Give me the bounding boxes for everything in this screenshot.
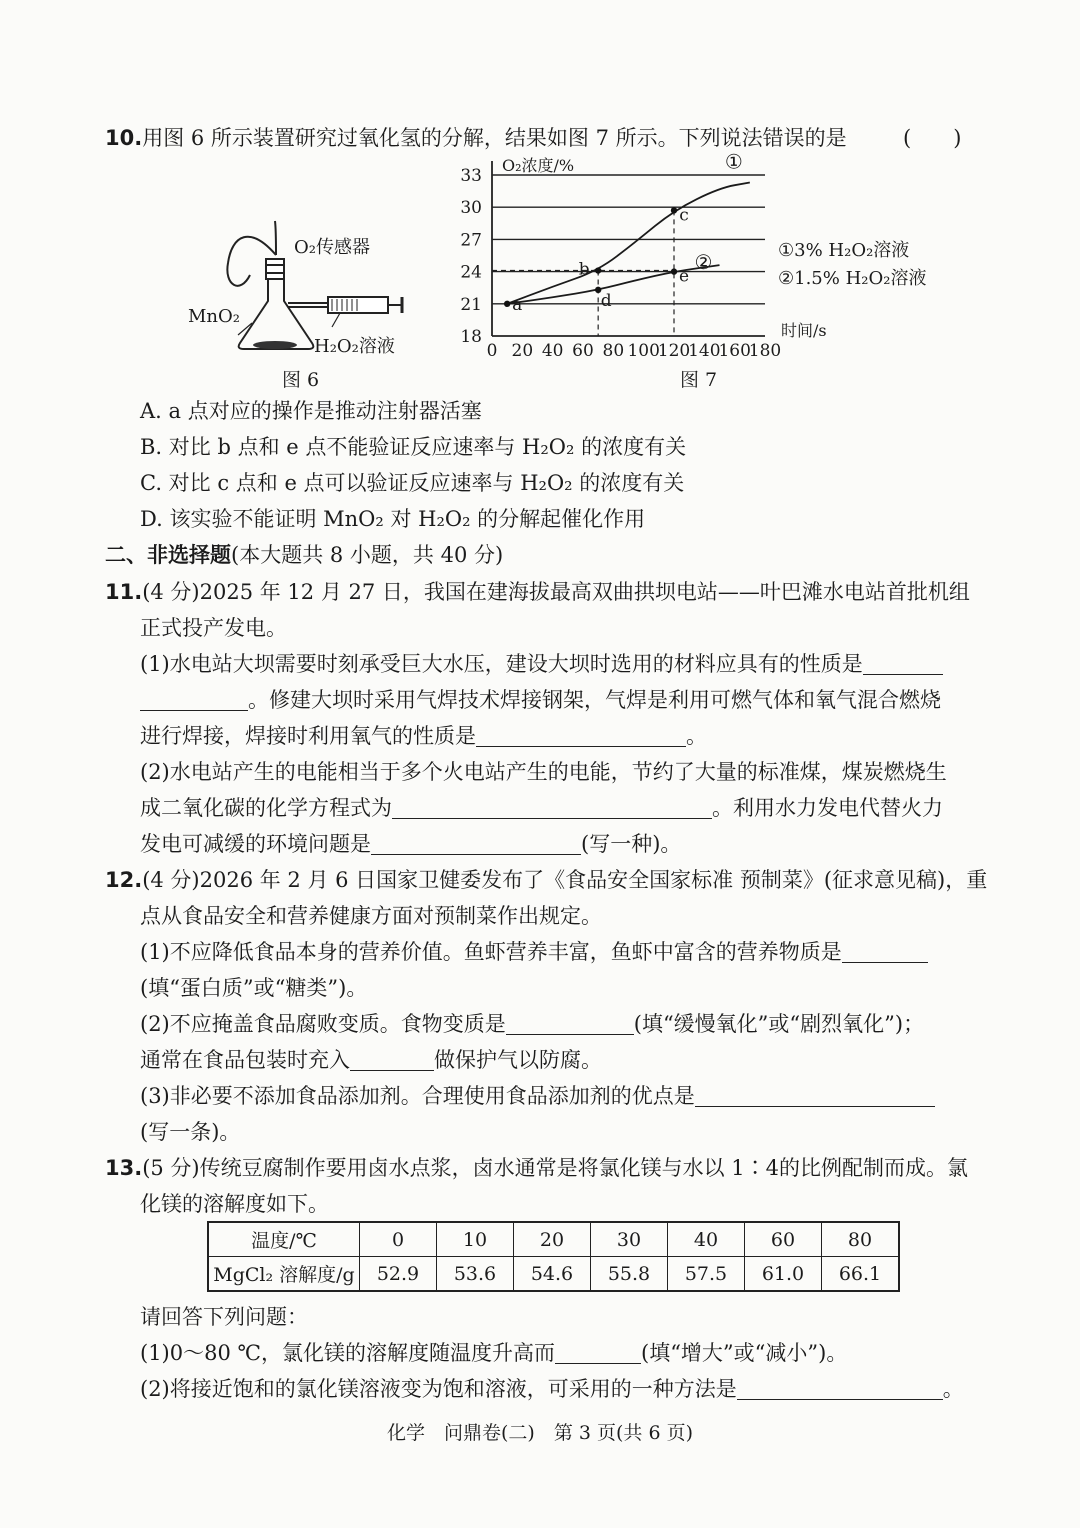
data-point-a [504, 301, 510, 307]
series-label-2: ② [694, 250, 713, 275]
q12-line6: 通常在食品包装时充入 做保护气以防腐。 [140, 1048, 602, 1072]
point-label-e: e [678, 266, 690, 287]
x-axis-label: 时间/s [781, 321, 827, 340]
y-axis-label: O₂浓度/% [502, 156, 575, 175]
answer-blank[interactable] [371, 832, 581, 855]
table-cell: 0 [360, 1222, 437, 1257]
answer-blank[interactable] [695, 1084, 935, 1107]
table-cell: 52.9 [360, 1257, 437, 1292]
q10-option-a: A. a 点对应的操作是推动注射器活塞 [140, 399, 482, 423]
fig6-solution-label: H₂O₂溶液 [314, 336, 395, 357]
fig6-sensor-label: O₂传感器 [294, 237, 370, 258]
page-footer: 化学 问鼎卷(二) 第 3 页(共 6 页) [387, 1422, 693, 1444]
fig7-caption: 图 7 [680, 369, 718, 391]
point-label-c: c [679, 205, 689, 226]
y-tick-label: 21 [460, 294, 482, 315]
x-tick-label: 180 [748, 341, 782, 360]
answer-blank[interactable] [476, 724, 686, 747]
table-row [208, 1222, 899, 1257]
point-label-a: a [512, 294, 523, 315]
q10-stem: 10.用图 6 所示装置研究过氧化氢的分解，结果如图 7 所示。下列说法错误的是 [105, 126, 847, 150]
point-label-d: d [600, 290, 612, 311]
x-tick-label: 120 [657, 341, 691, 360]
x-tick-label: 160 [718, 341, 751, 360]
y-tick-label: 33 [460, 166, 482, 186]
q10-option-b: B. 对比 b 点和 e 点不能验证反应速率与 H₂O₂ 的浓度有关 [140, 435, 687, 459]
x-tick-label: 0 [486, 341, 498, 360]
conical-flask [239, 279, 314, 349]
fig6-mno2-label: MnO₂ [188, 306, 240, 327]
answer-blank[interactable] [350, 1048, 434, 1071]
x-tick-label: 140 [688, 341, 721, 360]
q12-line3: (1)不应降低食品本身的营养价值。鱼虾营养丰富，鱼虾中富含的营养物质是 [140, 938, 928, 966]
table-cell: 61.0 [745, 1257, 822, 1292]
x-tick-label: 60 [572, 341, 594, 360]
q11-line5: 进行焊接，焊接时利用氧气的性质是 。 [140, 724, 707, 748]
answer-blank[interactable] [737, 1377, 943, 1400]
q11-line3: (1)水电站大坝需要时刻承受巨大水压，建设大坝时选用的材料应具有的性质是 [140, 650, 943, 678]
answer-blank[interactable] [392, 796, 712, 819]
table-cell: 80 [822, 1222, 900, 1257]
q11-line8: 发电可减缓的环境问题是 (写一种)。 [140, 832, 682, 856]
table-cell: 53.6 [437, 1257, 514, 1292]
q12-line8: (写一条)。 [140, 1120, 241, 1144]
q13-number: 13. [105, 1156, 143, 1180]
q11-line1: 11.(4 分)2025 年 12 月 27 日，我国在建海拔最高双曲拱坝电站——叶巴滩水电站首批机组 [105, 580, 970, 604]
q11-line4: 。修建大坝时采用气焊技术焊接钢架，气焊是利用可燃气体和氧气混合燃烧 [140, 686, 941, 714]
table-cell: 10 [437, 1222, 514, 1257]
answer-blank[interactable] [506, 1012, 634, 1035]
q13-line2: 化镁的溶解度如下。 [140, 1192, 329, 1216]
q13-line1: 13.(5 分)传统豆腐制作要用卤水点浆，卤水通常是将氯化镁与水以 1∶4的比例配制而成。氯 [105, 1156, 969, 1180]
table-row [208, 1257, 899, 1292]
q13-line4: (1)0～80 ℃，氯化镁的溶解度随温度升高而 (填“增大”或“减小”)。 [140, 1341, 848, 1365]
q12-line7: (3)非必要不添加食品添加剂。合理使用食品添加剂的优点是 [140, 1082, 935, 1110]
q11-line7: 成二氧化碳的化学方程式为 。利用水力发电代替火力 [140, 796, 943, 820]
answer-blank[interactable] [842, 940, 928, 963]
q10-answer-paren: ( ) [903, 126, 962, 150]
q11-number: 11. [105, 580, 143, 604]
table-cell: 57.5 [668, 1257, 745, 1292]
table-cell: 55.8 [591, 1257, 668, 1292]
legend-series-1: ①3% H₂O₂溶液 [778, 240, 910, 261]
x-tick-label: 40 [541, 341, 564, 360]
q12-line5: (2)不应掩盖食品腐败变质。食物变质是 (填“缓慢氧化”或“剧烈氧化”)； [140, 1012, 925, 1036]
x-tick-label: 80 [602, 341, 625, 360]
table-cell: 66.1 [822, 1257, 900, 1292]
table-cell: 30 [591, 1222, 668, 1257]
q11-line6: (2)水电站产生的电能相当于多个火电站产生的电能，节约了大量的标准煤，煤炭燃烧生 [140, 760, 947, 784]
q11-line2: 正式投产发电。 [140, 616, 287, 640]
data-point-b [595, 267, 601, 273]
y-tick-label: 27 [460, 230, 482, 251]
table-cell: 60 [745, 1222, 822, 1257]
q12-line4: (填“蛋白质”或“糖类”)。 [140, 976, 368, 1000]
section2-heading: 二、非选择题(本大题共 8 小题，共 40 分) [105, 542, 504, 567]
answer-blank[interactable] [863, 652, 943, 675]
data-point-c [671, 207, 677, 213]
q10-number: 10. [105, 126, 143, 150]
series-label-1: ① [724, 150, 743, 174]
q12-line2: 点从食品安全和营养健康方面对预制菜作出规定。 [140, 904, 602, 928]
table-cell: 20 [514, 1222, 591, 1257]
y-tick-label: 24 [460, 262, 482, 283]
point-label-b: b [578, 259, 590, 280]
y-tick-label: 30 [460, 198, 482, 219]
stopper [266, 259, 284, 279]
q10-option-c: C. 对比 c 点和 e 点可以验证反应速率与 H₂O₂ 的浓度有关 [140, 471, 685, 495]
legend-series-2: ②1.5% H₂O₂溶液 [778, 268, 927, 289]
q13-line5: (2)将接近饱和的氯化镁溶液变为饱和溶液，可采用的一种方法是 。 [140, 1377, 964, 1401]
fig6-caption: 图 6 [282, 369, 320, 391]
q13-line3: 请回答下列问题： [140, 1305, 308, 1329]
x-tick-label: 20 [511, 341, 534, 360]
table-header-solubility: MgCl₂ 溶解度/g [208, 1257, 360, 1292]
y-tick-label: 18 [460, 327, 482, 347]
q12-line1: 12.(4 分)2026 年 2 月 6 日国家卫健委发布了《食品安全国家标准 预制菜》(征求意见稿)，重 [105, 868, 988, 892]
answer-blank[interactable] [140, 688, 248, 711]
table-header-temperature: 温度/℃ [208, 1222, 360, 1257]
mno2-powder [253, 341, 297, 349]
series-line-1 [507, 183, 750, 304]
answer-blank[interactable] [555, 1341, 641, 1364]
table-cell: 54.6 [514, 1257, 591, 1292]
q12-number: 12. [105, 868, 143, 892]
solubility-table [207, 1221, 900, 1292]
q10-option-d: D. 该实验不能证明 MnO₂ 对 H₂O₂ 的分解起催化作用 [140, 507, 646, 531]
data-point-e [671, 268, 677, 274]
x-tick-label: 100 [627, 341, 660, 360]
table-cell: 40 [668, 1222, 745, 1257]
